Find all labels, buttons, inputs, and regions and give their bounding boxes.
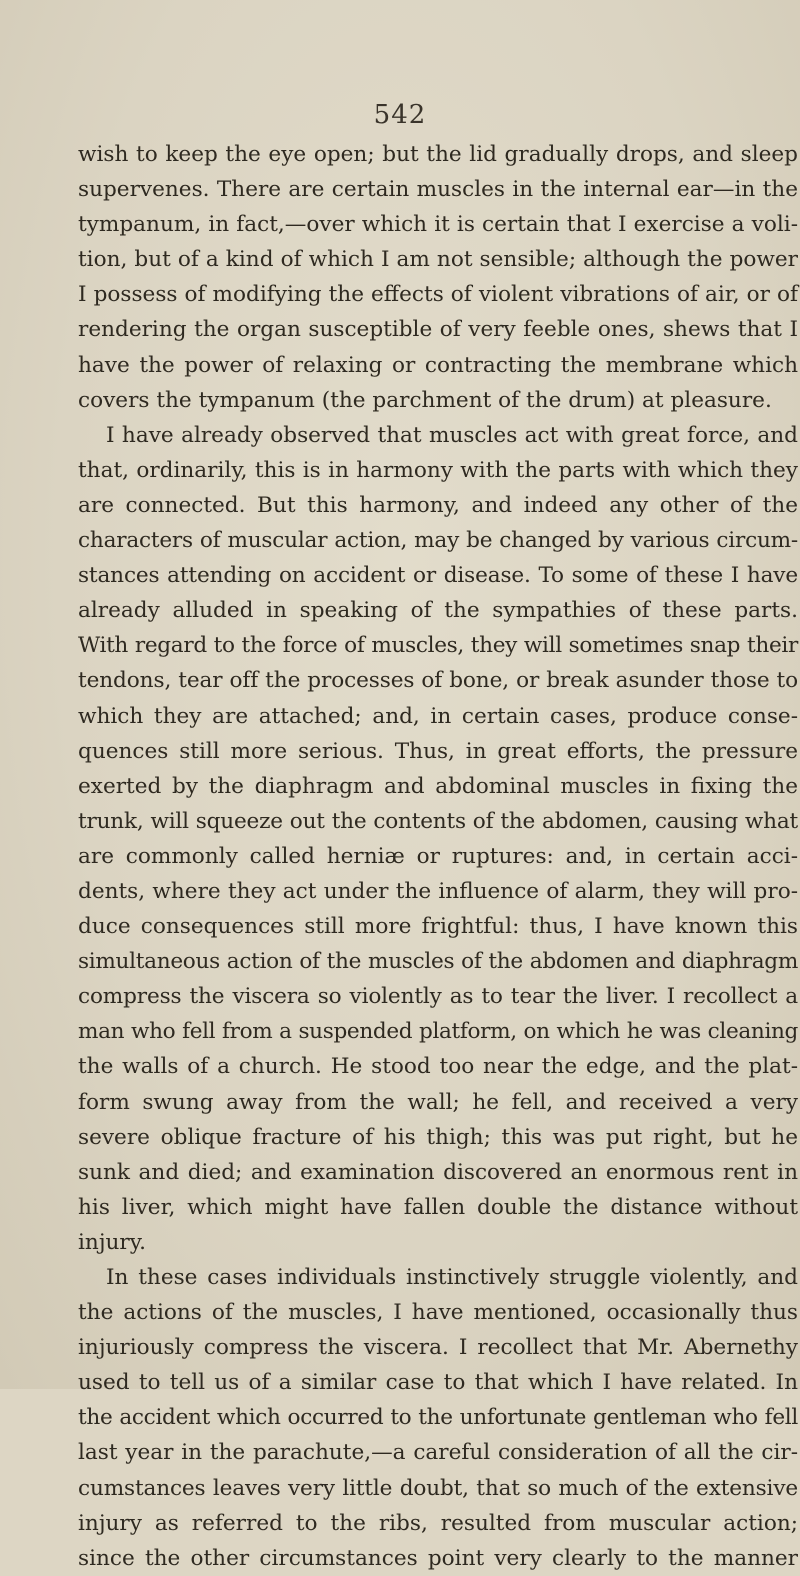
text-line: are commonly called herniæ or ruptures: and, in certain acci- (78, 843, 798, 869)
text-line: injuriously compress the viscera. I recollect that Mr. Abernethy (78, 1335, 798, 1361)
text-line: tympanum, in fact,—over which it is certain that I exercise a voli- (78, 212, 798, 238)
text-line: dents, where they act under the influence of alarm, they will pro- (78, 878, 798, 904)
paragraph-2 (78, 418, 798, 1260)
text-line: tendons, tear off the processes of bone, or break asunder those to (78, 668, 798, 694)
text-line: used to tell us of a similar case to that which I have related. In (78, 1370, 798, 1396)
text-line: are connected. But this harmony, and indeed any other of the (78, 492, 798, 518)
text-line: have the power of relaxing or contracting the membrane which (78, 352, 798, 378)
paragraph-1 (78, 137, 798, 418)
text-line: last year in the parachute,—a careful consideration of all the cir- (78, 1440, 798, 1466)
paragraph-3 (78, 1260, 798, 1576)
text-line: duce consequences still more frightful: thus, I have known this (78, 914, 798, 940)
text-line: characters of muscular action, may be changed by various circum- (78, 528, 798, 554)
text-line: injury. (78, 1229, 146, 1255)
text-line: his liver, which might have fallen double the distance without (78, 1194, 798, 1220)
text-line: With regard to the force of muscles, they will sometimes snap their (78, 633, 798, 659)
text-line: the accident which occurred to the unfortunate gentleman who fell (78, 1405, 798, 1431)
text-line: since the other circumstances point very clearly to the manner (78, 1545, 798, 1571)
text-line: sunk and died; and examination discovered an enormous rent in (78, 1159, 798, 1185)
text-line: trunk, will squeeze out the contents of the abdomen, causing what (78, 808, 798, 834)
text-line: quences still more serious. Thus, in great efforts, the pressure (78, 738, 798, 764)
text-line: stances attending on accident or disease. To some of these I have (78, 563, 798, 589)
text-line: compress the viscera so violently as to tear the liver. I recollect a (78, 984, 798, 1010)
text-line: already alluded in speaking of the sympathies of these parts. (78, 598, 798, 624)
text-line: the actions of the muscles, I have mentioned, occasionally thus (78, 1300, 798, 1326)
text-line: that, ordinarily, this is in harmony with the parts with which they (78, 457, 798, 483)
text-line: rendering the organ susceptible of very feeble ones, shews that I (78, 317, 798, 343)
text-line: In these cases individuals instinctively struggle violently, and (106, 1265, 798, 1290)
text-line: supervenes. There are certain muscles in the internal ear—in the (78, 177, 798, 203)
text-line: severe oblique fracture of his thigh; this was put right, but he (78, 1124, 798, 1150)
text-line: I possess of modifying the effects of violent vibrations of air, or of (78, 282, 798, 308)
text-line: exerted by the diaphragm and abdominal muscles in fixing the (78, 773, 798, 799)
text-line: form swung away from the wall; he fell, and received a very (78, 1089, 798, 1115)
page-number: 542 (373, 100, 427, 130)
text-line: the walls of a church. He stood too near the edge, and the plat- (78, 1054, 798, 1080)
text-line: simultaneous action of the muscles of the abdomen and diaphragm (78, 949, 798, 975)
text-line: which they are attached; and, in certain cases, produce conse- (78, 703, 798, 729)
text-line: cumstances leaves very little doubt, that so much of the extensive (78, 1475, 798, 1501)
text-line: wish to keep the eye open; but the lid gradually drops, and sleep (78, 142, 798, 167)
body-text (78, 137, 798, 1576)
text-line: man who fell from a suspended platform, on which he was cleaning (78, 1019, 798, 1045)
text-line: I have already observed that muscles act with great force, and (106, 422, 798, 448)
text-line: covers the tympanum (the parchment of the drum) at pleasure. (78, 387, 772, 413)
text-line: tion, but of a kind of which I am not sensible; although the power (78, 247, 798, 273)
text-line: injury as referred to the ribs, resulted from muscular action; (78, 1510, 798, 1536)
